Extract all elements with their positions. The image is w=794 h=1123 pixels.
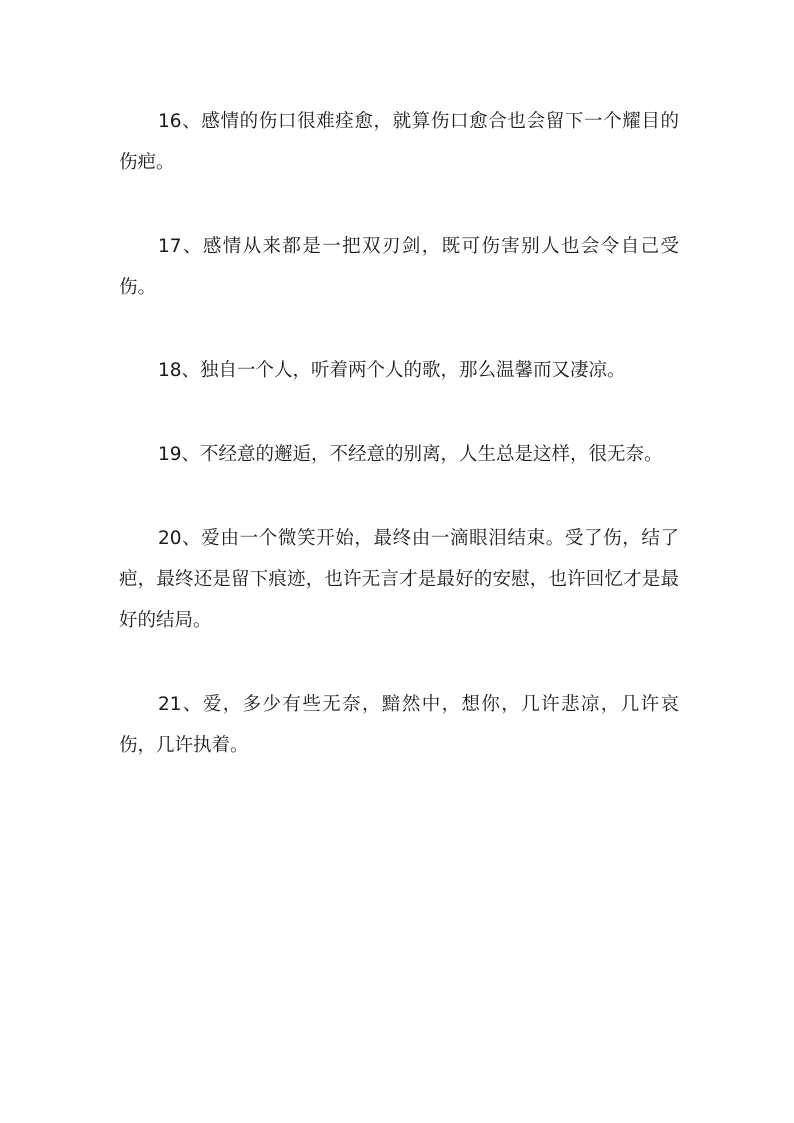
paragraph-18: 18、独自一个人，听着两个人的歌，那么温馨而又凄凉。	[158, 360, 626, 381]
paragraph-17: 17、感情从来都是一把双刃剑，既可伤害别人也会令自己受伤。	[119, 236, 679, 298]
document-body	[119, 101, 679, 766]
paragraph-20: 20、爱由一个微笑开始，最终由一滴眼泪结束。受了伤，结了疤，最终还是留下痕迹，也许无言才是最好的安慰，也许回忆才是最好的结局。	[119, 528, 679, 631]
paragraph-16: 16、感情的伤口很难痊愈，就算伤口愈合也会留下一个耀目的伤疤。	[119, 111, 679, 173]
paragraph-19: 19、不经意的邂逅，不经意的别离，人生总是这样，很无奈。	[158, 444, 663, 465]
paragraph-21: 21、爱，多少有些无奈，黯然中，想你，几许悲凉，几许哀伤，几许执着。	[119, 694, 679, 756]
